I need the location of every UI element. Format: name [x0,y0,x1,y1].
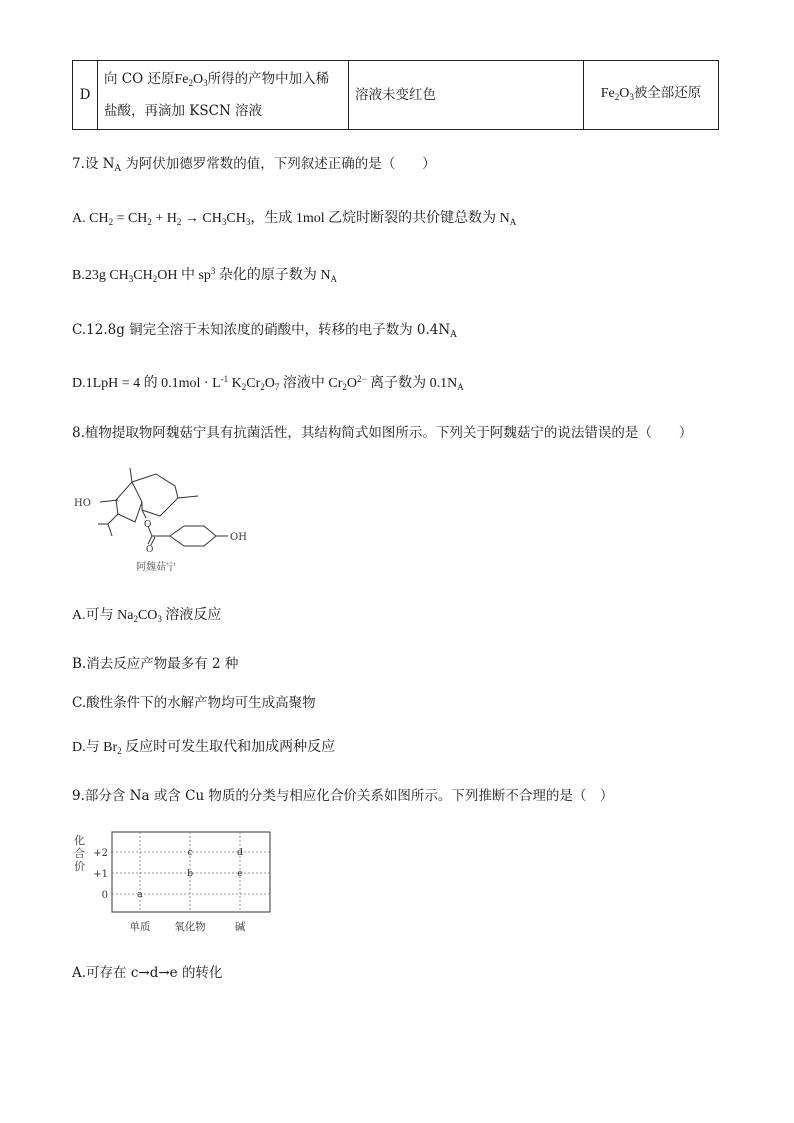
point-label-d: d [236,847,244,858]
q7-stem: 7.设 $N_A$ 为阿伏加德罗常数的值，下列叙述正确的是（ ） [72,156,436,174]
point-label-e: e [237,868,243,879]
q8-option-c: C.酸性条件下的水解产物均可生成高聚物 [72,695,316,711]
x-tick-label: 氧化物 [174,921,206,933]
x-tick-label: 单质 [129,921,151,933]
point-label-b: b [186,868,194,879]
q7-option-b: B.23g $CH_3CH_2OH$ 中 $sp^3$ 杂化的原子数为 $N_A$ [72,266,338,284]
option-label: D [73,61,98,130]
molecule-structure [70,452,270,576]
point-label-c: c [187,847,193,858]
conclusion-cell: $Fe_2O_3$被全部还原 [584,61,719,130]
q9-stem: 9.部分含 Na 或含 Cu 物质的分类与相应化合价关系如图所示。下列推断不合理的是（ ） [72,788,614,804]
q7-option-d: D.1LpH = 4 的 $0.1mol \cdot L^{-1}$ $K_2Cr_2O_7$ 溶液中 $Cr_2O^{2-}$ 离子数为 $0.1N_A$ [72,374,464,392]
ho-label: HO [74,498,91,509]
svg-text:O: O [144,520,152,530]
y-tick-label: 0 [101,890,108,901]
x-tick-label: 碱 [234,921,246,933]
q8-option-b: B.消去反应产物最多有 2 种 [72,656,239,672]
q8-option-d: D.与 $Br_2$ 反应时可发生取代和加成两种反应 [72,740,336,756]
q8-stem: 8.植物提取物阿魏菇宁具有抗菌活性，其结构简式如图所示。下列关于阿魏菇宁的说法错误的是（ ） [72,425,693,441]
option-table [72,60,719,130]
table-row [73,61,719,130]
svg-text:O: O [146,545,154,555]
point-label-a: a [137,889,143,900]
y-tick-label: +2 [93,848,108,859]
valence-chart [70,826,280,938]
y-tick-label: +1 [93,869,108,880]
phenomenon-cell: 溶液未变红色 [349,61,584,130]
figure-caption: 阿魏菇宁 [136,562,176,573]
q9-option-a: A.可存在 c→d→e 的转化 [72,965,223,981]
q7-option-c: C.12.8g 铜完全溶于未知浓度的硝酸中，转移的电子数为 $0.4N_A$ [72,322,457,340]
q8-option-a: A.可与 $Na_2CO_3$ 溶液反应 [72,608,222,624]
oh-label: OH [230,532,247,543]
operation-cell: 向 CO 还原$Fe_2O_3$所得的产物中加入稀 盐酸，再滴加 KSCN 溶液 [98,61,349,130]
q7-option-a: A. $CH_2 = CH_2 + H_2 \to CH_3CH_3$，生成 1mol 乙烷时断裂的共价键总数为 $N_A$ [72,211,517,227]
y-axis-label: 化合价 [74,834,85,873]
